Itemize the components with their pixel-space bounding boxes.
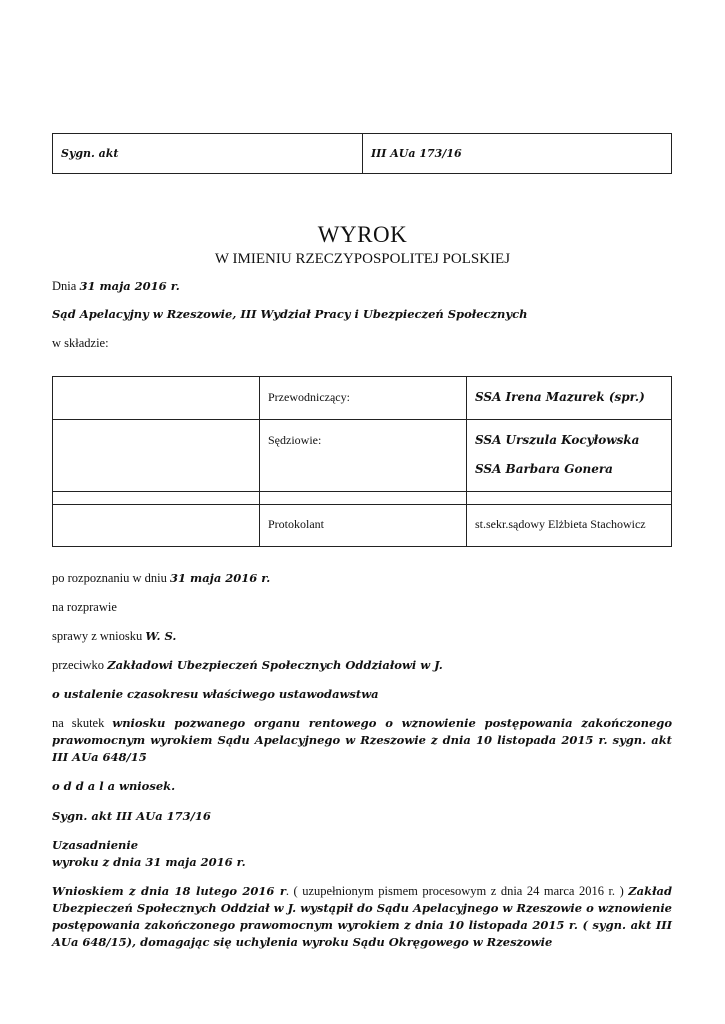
judge-2: SSA Barbara Gonera [475,462,613,476]
justification-title: Uzasadnienie [52,838,139,852]
hearing-line: na rozprawie [52,600,117,614]
justification-paragraph [52,883,672,951]
signature-repeat: Sygn. akt III AUa 173/16 [52,809,211,823]
signature-table [52,133,672,174]
clerk-row [53,505,671,546]
chair-row [53,377,671,420]
justification-subtitle: wyroku z dnia 31 maja 2016 r. [52,855,246,869]
hearing-date: 31 maja 2016 r. [170,571,271,585]
composition-table [52,376,672,547]
clerk-name: st.sekr.sądowy Elżbieta Stachowicz [475,517,646,531]
against-prefix: przeciwko [52,658,108,672]
chair-name: SSA Irena Mazurek (spr.) [475,390,645,404]
judges-row [53,420,671,492]
justification-part1: Wnioskiem z dnia 18 lutego 2016 r [52,884,286,898]
motion-prefix: na skutek [52,716,113,730]
date-line [52,279,180,294]
justification-part2: . ( uzupełnionym pismem procesowym z dnia 24 marca 2016 r. ) [285,884,629,898]
document-subtitle: W IMIENIU RZECZYPOSPOLITEJ POLSKIEJ [214,251,511,267]
ruling: o d d a l a wniosek. [52,779,176,793]
after-hearing-prefix: po rozpoznaniu w dniu [52,571,171,585]
judgment-date: 31 maja 2016 r. [79,279,180,293]
justification-part3: Zakład Ubezpieczeń Społecznych Oddział w J. wystąpił do Sądu Apelacyjnego w Rzeszowie o wznowienie postępowania zakończonego prawomocnym wyrokiem z dnia 10 listopada 2015 r. ( sygn. akt III AUa 648/15), domagając się uchylenia wyroku Sądu Okręgowego w Rzeszowie [52,884,672,949]
case-prefix: sprawy z wniosku [52,629,146,643]
motion-paragraph [52,715,672,766]
subject-line: o ustalenie czasokresu właściwego ustawodawstwa [52,687,379,701]
defendant-name: Zakładowi Ubezpieczeń Społecznych Oddziałowi w J. [107,658,443,672]
document-title: WYROK [317,222,408,247]
composition-intro: w składzie: [52,336,109,350]
clerk-label: Protokolant [268,517,324,531]
signature-value: III AUa 173/16 [371,147,462,160]
date-prefix: Dnia [52,279,80,293]
case-line [52,629,176,644]
motion-text: wniosku pozwanego organu rentowego o wznowienie postępowania zakończonego prawomocnym wyrokiem Sądu Apelacyjnego w Rzeszowie z dnia 10 listopada 2015 r. sygn. akt III AUa 648/15 [52,716,672,764]
against-line [52,658,443,673]
judge-1: SSA Urszula Kocyłowska [475,433,640,447]
signature-label: Sygn. akt [53,134,363,173]
applicant-name: W. S. [145,629,177,643]
judges-label: Sędziowie: [268,433,322,447]
spacer-row [53,492,671,505]
court-name: Sąd Apelacyjny w Rzeszowie, III Wydział Pracy i Ubezpieczeń Społecznych [52,307,528,321]
chair-label: Przewodniczący: [268,390,350,404]
after-hearing-line [52,571,270,586]
